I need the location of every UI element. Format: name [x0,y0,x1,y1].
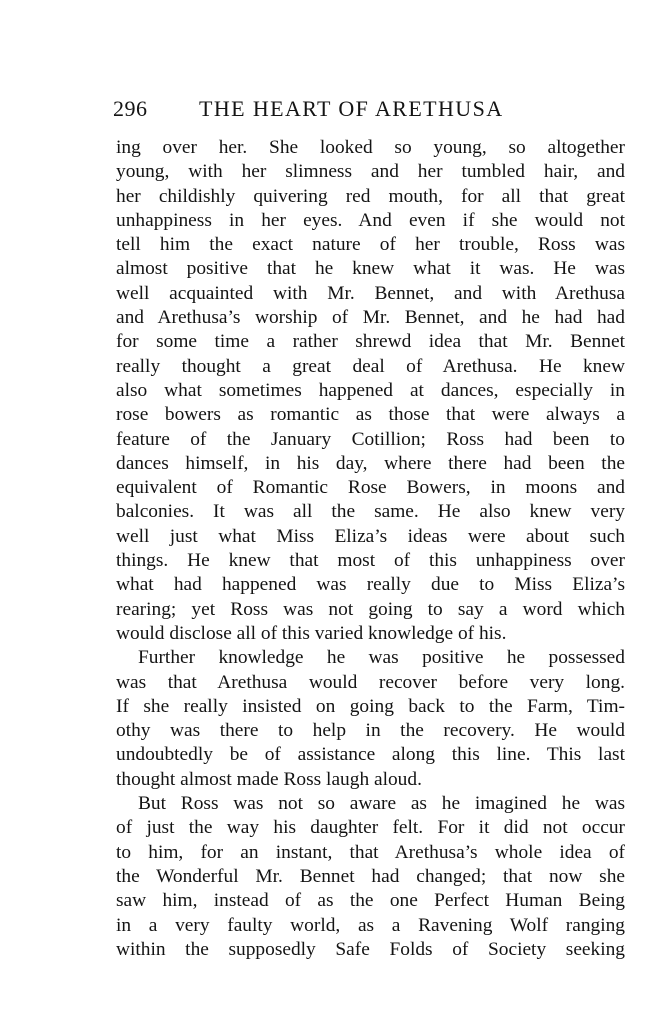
running-head [113,94,623,124]
page-number: 296 [113,96,148,121]
text-line: the Wonderful Mr. Bennet had changed; that now she [116,865,625,887]
text-line: unhappiness in her eyes. And even if she would not [116,209,625,231]
running-title: THE HEART OF ARETHUSA [199,96,504,121]
body-text [116,136,625,962]
text-line: tell him the exact nature of her trouble, Ross was [116,234,625,256]
text-line: ing over her. She looked so young, so altogether [116,137,625,158]
text-line: Further knowledge he was positive he possessed [138,647,625,669]
text-line: also what sometimes happened at dances, especially in [116,379,625,401]
text-line: well acquainted with Mr. Bennet, and with Arethusa [116,282,625,304]
text-line: to him, for an instant, that Arethusa’s whole idea of [116,841,625,863]
text-line: in a very faulty world, as a Ravening Wolf ranging [116,914,625,936]
text-line: balconies. It was all the same. He also knew very [116,501,625,523]
text-line: and Arethusa’s worship of Mr. Bennet, and he had had [116,307,625,329]
text-line: what had happened was really due to Miss Eliza’s [116,574,625,596]
text-line: thought almost made Ross laugh aloud. [116,768,422,790]
text-line: things. He knew that most of this unhappiness over [116,550,625,572]
text-line: If she really insisted on going back to the Farm, Tim- [116,695,625,717]
text-line: well just what Miss Eliza’s ideas were about such [116,525,625,547]
text-line: But Ross was not so aware as he imagined he was [138,793,625,815]
text-line: dances himself, in his day, where there had been the [116,452,625,474]
text-line: almost positive that he knew what it was. He was [116,258,625,280]
text-line: saw him, instead of as the one Perfect Human Being [116,890,625,912]
text-line: her childishly quivering red mouth, for all that great [116,185,625,207]
text-line: really thought a great deal of Arethusa. He knew [116,355,625,377]
text-line: of just the way his daughter felt. For it did not occur [116,817,625,839]
text-line: rearing; yet Ross was not going to say a word which [116,598,625,620]
text-line: othy was there to help in the recovery. He would [116,720,625,742]
text-line: rose bowers as romantic as those that were always a [116,404,625,426]
text-line: young, with her slimness and her tumbled hair, and [116,161,625,183]
text-line: would disclose all of this varied knowledge of his. [116,622,507,644]
text-line: equivalent of Romantic Rose Bowers, in moons and [116,477,625,499]
text-line: for some time a rather shrewd idea that Mr. Bennet [116,331,625,353]
text-line: was that Arethusa would recover before very long. [116,671,625,693]
text-line: feature of the January Cotillion; Ross had been to [116,428,625,450]
text-line: undoubtedly be of assistance along this line. This last [116,744,625,766]
text-line: within the supposedly Safe Folds of Society seeking [116,938,625,960]
